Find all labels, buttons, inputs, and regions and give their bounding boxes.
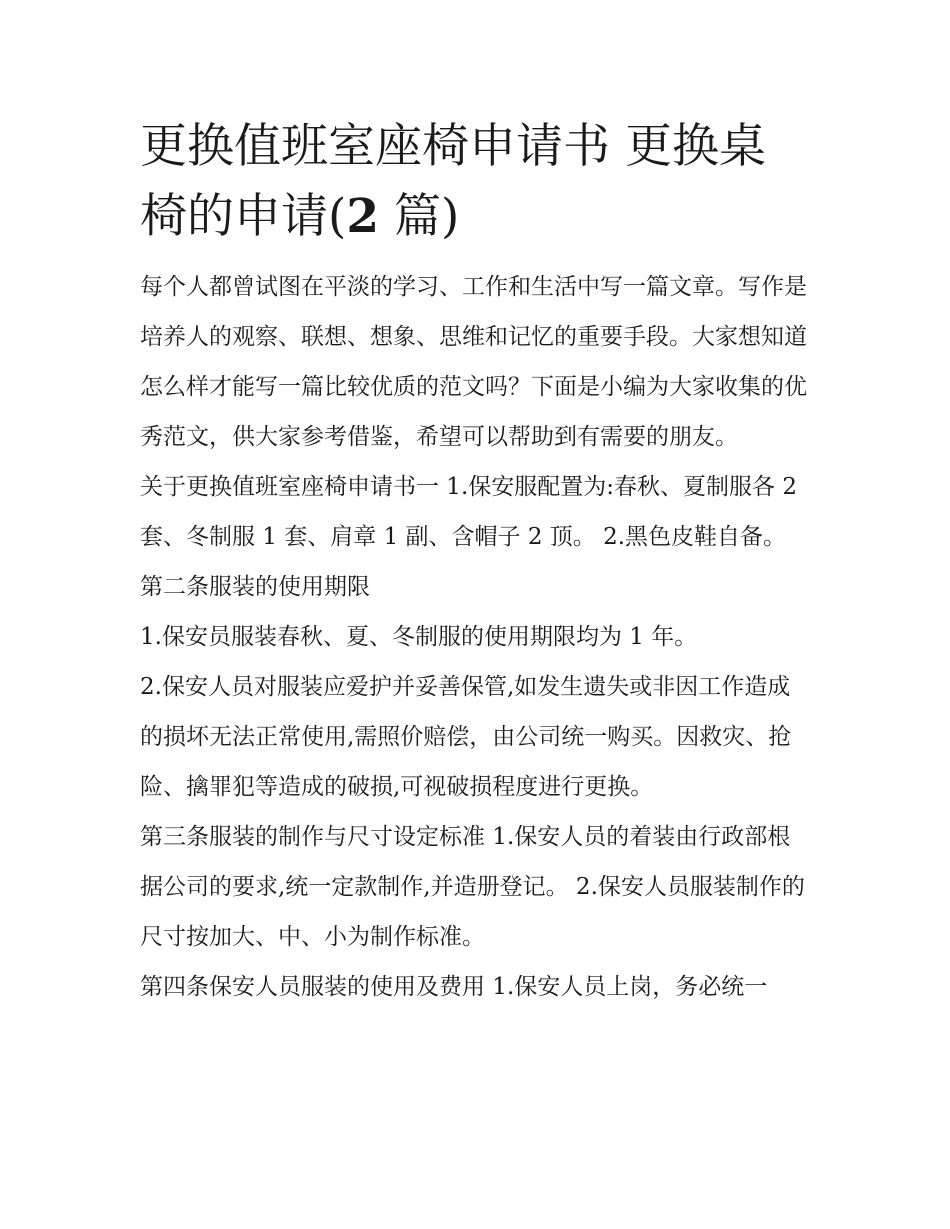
document-title xyxy=(140,112,812,252)
paragraph-usage-period: 1.保安员服装春秋、夏、冬制服的使用期限均为 1 年。 xyxy=(140,624,698,650)
document-page xyxy=(140,112,812,1012)
title-number: 2 xyxy=(346,189,380,244)
intro-paragraph: 每个人都曾试图在平淡的学习、工作和生活中写一篇文章。写作是培养人的观察、联想、想象、思维和记忆的重要手段。大家想知道怎么样才能写一篇比较优质的范文吗？下面是小编为大家收集的优秀范文，供大家参考借鉴，希望可以帮助到有需要的朋友。 xyxy=(140,274,807,450)
title-text: 更换值班室座椅申请书 更换桌椅的申请( xyxy=(140,119,766,244)
paragraph-uniform-config: 关于更换值班室座椅申请书一 1.保安服配置为:春秋、夏制服各 2 套、冬制服 1 套、肩章 1 副、含帽子 2 顶。 2.黑色皮鞋自备。 第二条服装的使用期限 xyxy=(140,474,797,600)
title-suffix: 篇) xyxy=(379,189,460,244)
paragraph-care-compensation: 2.保安人员对服装应爱护并妥善保管,如发生遗失或非因工作造成的损坏无法正常使用,需照价赔偿，由公司统一购买。因救灾、抢险、擒罪犯等造成的破损,可视破损程度进行更换。 xyxy=(140,674,792,800)
paragraph-usage-cost: 第四条保安人员服装的使用及费用 1.保安人员上岗，务必统一 xyxy=(140,974,768,1000)
paragraph-production-standard: 第三条服装的制作与尺寸设定标准 1.保安人员的着装由行政部根据公司的要求,统一定款制作,并造册登记。 2.保安人员服装制作的尺寸按加大、中、小为制作标准。 xyxy=(140,824,805,950)
